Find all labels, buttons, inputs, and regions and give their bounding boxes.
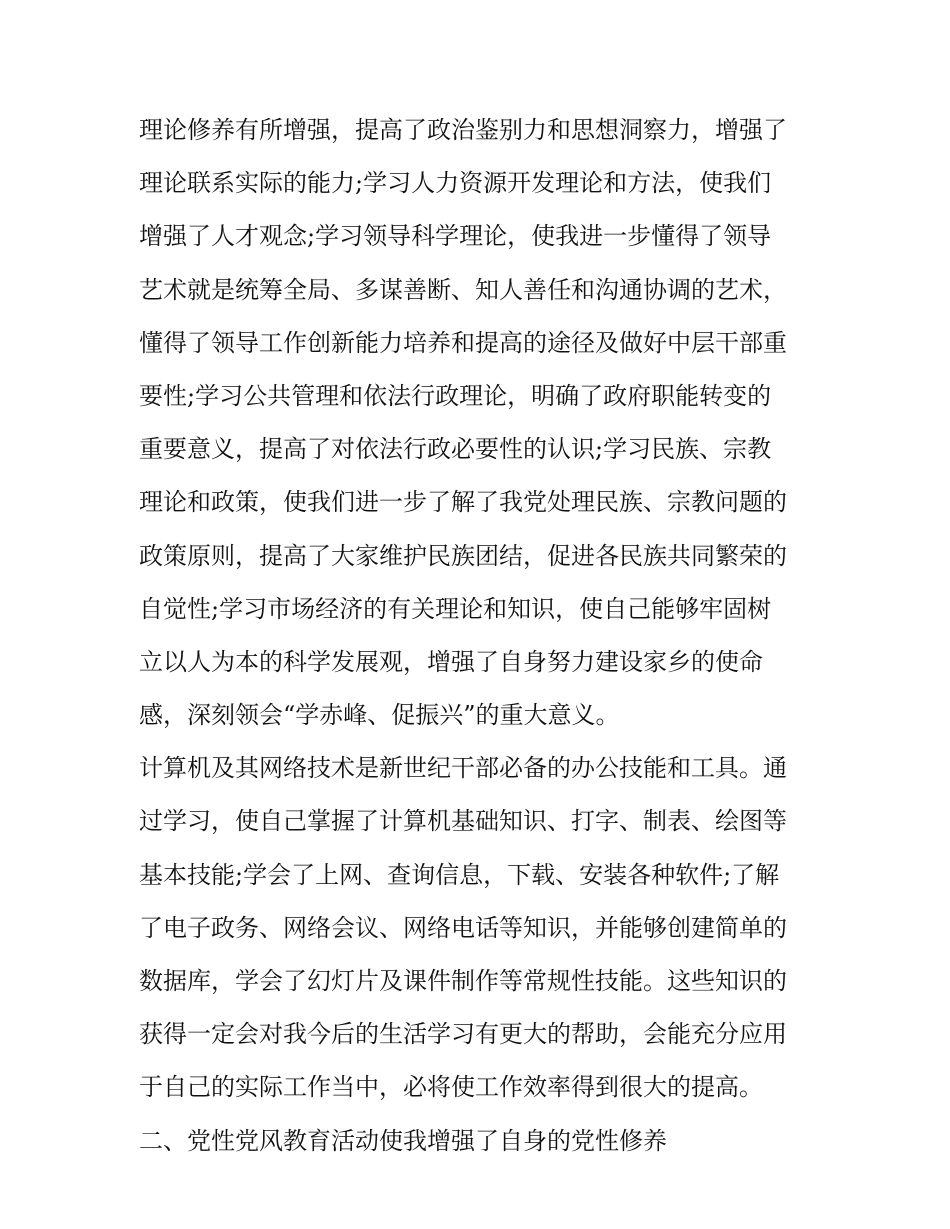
text-line: 理论联系实际的能力;学习人力资源开发理论和方法，使我们 [139,169,772,198]
text-line: 重要意义，提高了对依法行政必要性的认识;学习民族、宗教 [139,435,772,464]
text-line: 立以人为本的科学发展观，增强了自身努力建设家乡的使命 [139,647,763,676]
text-line: 数据库，学会了幻灯片及课件制作等常规性技能。这些知识的 [139,967,787,995]
text-line: 增强了人才观念;学习领导科学理论，使我进一步懂得了领导 [139,222,772,251]
text-line: 自觉性;学习市场经济的有关理论和知识，使自己能够牢固树 [139,594,772,623]
text-line: 感，深刻领会“学赤峰、促振兴”的重大意义。 [139,701,620,730]
text-line: 理论和政策，使我们进一步了解了我党处理民族、宗教问题的 [139,488,787,517]
text-line: 要性;学习公共管理和依法行政理论，明确了政府职能转变的 [139,381,772,410]
text-line: 了电子政务、网络会议、网络电话等知识，并能够创建简单的 [139,913,787,942]
text-line: 艺术就是统筹全局、多谋善断、知人善任和沟通协调的艺术， [139,275,787,304]
text-line: 计算机及其网络技术是新世纪干部必备的办公技能和工具。通 [139,754,787,783]
text-line: 获得一定会对我今后的生活学习有更大的帮助，会能充分应用 [139,1020,787,1049]
text-line: 过学习，使自己掌握了计算机基础知识、打字、制表、绘图等 [139,807,787,836]
text-line: 政策原则，提高了大家维护民族团结，促进各民族共同繁荣的 [139,541,787,570]
text-line: 基本技能;学会了上网、查询信息，下载、安装各种软件;了解 [139,860,780,889]
text-line: 理论修养有所增强，提高了政治鉴别力和思想洞察力，增强了 [139,116,787,144]
text-line: 于自己的实际工作当中，必将使工作效率得到很大的提高。 [139,1073,763,1102]
text-line: 懂得了领导工作创新能力培养和提高的途径及做好中层干部重 [139,328,787,357]
section-heading: 二、党性党风教育活动使我增强了自身的党性修养 [139,1126,667,1155]
document-body [139,104,829,1168]
